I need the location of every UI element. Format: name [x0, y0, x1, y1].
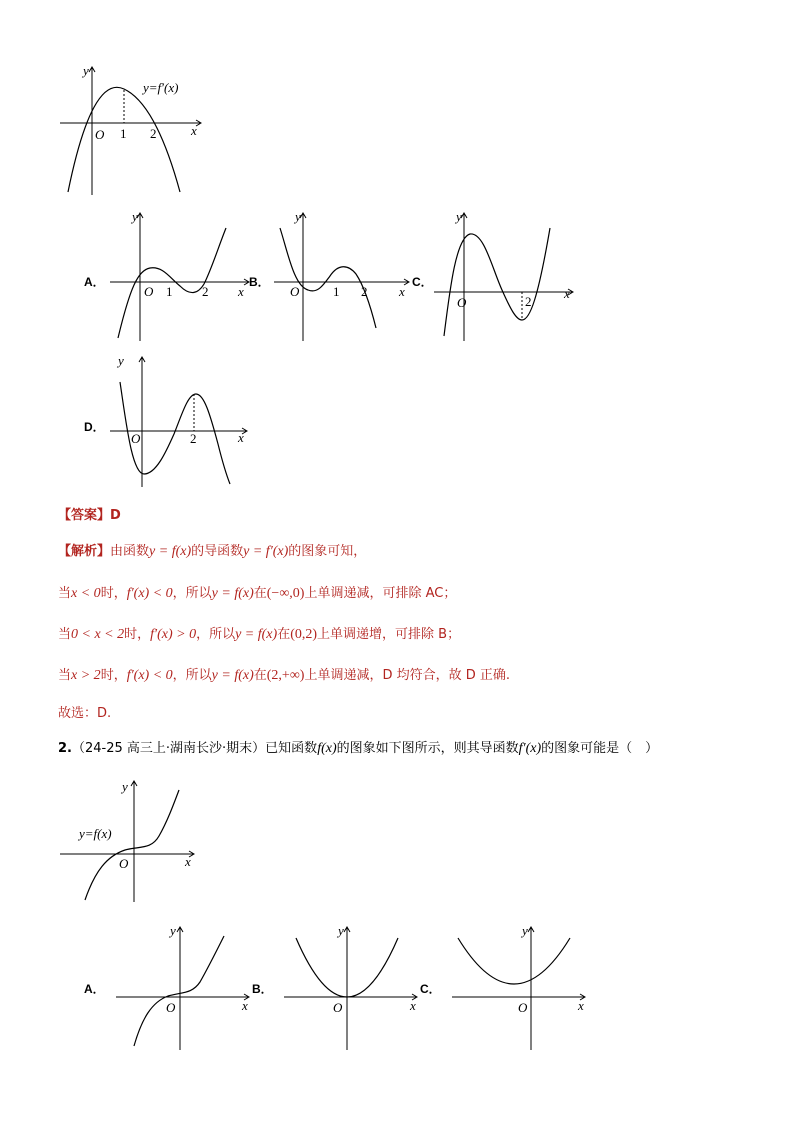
analysis-line — [58, 540, 366, 560]
l4-e2: f′(x) < 0 — [126, 668, 173, 683]
p1-main-tick2: 2 — [150, 126, 157, 141]
p1-main-tick1: 1 — [120, 126, 127, 141]
l3-t4: 在 — [277, 627, 291, 642]
p1-opt-d-t1: 2 — [190, 431, 197, 446]
p2-t1: 已知函数 — [265, 741, 318, 756]
answer-value: D — [110, 508, 121, 523]
p1-main-origin: O — [95, 127, 105, 142]
p2-main-graph — [55, 776, 205, 906]
p1-opt-a-y: y — [132, 209, 138, 224]
l4-e4: (2,+∞) — [266, 668, 305, 683]
case-0-to-2 — [58, 623, 460, 643]
p1-option-a-label[interactable]: A． — [84, 275, 105, 289]
p2-option-a-graph[interactable] — [112, 922, 257, 1052]
answer-line — [58, 504, 121, 523]
l3-e4: (0,2) — [290, 627, 318, 642]
p1-opt-c-origin: O — [457, 295, 467, 310]
l2-t3: ，所以 — [172, 586, 212, 601]
p2-main-x: x — [185, 854, 191, 869]
p1-option-b-graph[interactable] — [272, 208, 417, 343]
l2-t1: 当 — [58, 586, 72, 601]
p2-opt-a-origin: O — [166, 1000, 176, 1015]
p2-opt-c-origin: O — [518, 1000, 528, 1015]
p2-option-c-label[interactable]: C． — [420, 982, 441, 996]
l4-e3: y = f(x) — [211, 668, 254, 683]
p1-opt-c-y: y — [456, 209, 462, 224]
p1-opt-a-x: x — [238, 284, 244, 299]
l4-t5: 上单调递减，D 均符合，故 D 正确. — [304, 668, 511, 683]
p2-main-curve-label: y=f(x) — [79, 826, 112, 841]
analysis-e1: y = f(x) — [149, 544, 192, 559]
p1-opt-d-x: x — [238, 430, 244, 445]
l3-e3: y = f(x) — [235, 627, 278, 642]
p1-opt-b-t1: 1 — [333, 284, 340, 299]
p1-opt-b-origin: O — [290, 284, 300, 299]
l2-t4: 在 — [253, 586, 267, 601]
p1-main-graph — [55, 60, 215, 200]
p2-t3: 的图象可能是（ ） — [541, 741, 659, 756]
p2-main-y: y — [122, 779, 128, 794]
analysis-t3: 的图象可知， — [288, 544, 367, 559]
l2-e2: f′(x) < 0 — [126, 586, 173, 601]
l4-t3: ，所以 — [172, 668, 212, 683]
p1-opt-a-origin: O — [144, 284, 154, 299]
l4-t2: 时， — [100, 668, 127, 683]
l2-t2: 时， — [100, 586, 127, 601]
p2-opt-a-y: y — [170, 923, 176, 938]
analysis-t2: 的导函数 — [191, 544, 244, 559]
l2-e3: y = f(x) — [211, 586, 254, 601]
p1-option-d-label[interactable]: D． — [84, 420, 105, 434]
p2-opt-b-origin: O — [333, 1000, 343, 1015]
p2-option-b-graph[interactable] — [280, 922, 425, 1052]
p1-opt-a-t1: 1 — [166, 284, 173, 299]
p2-e2: f′(x) — [518, 741, 542, 756]
case-x-lt-0 — [58, 582, 456, 602]
p2-option-c-graph[interactable] — [448, 922, 593, 1052]
choose-line: 故选：D. — [58, 706, 112, 721]
l2-e4: (−∞,0) — [266, 586, 305, 601]
p2-opt-b-x: x — [410, 998, 416, 1013]
p1-main-y: y — [83, 63, 89, 78]
p1-opt-d-y: y — [118, 353, 124, 368]
l4-t4: 在 — [253, 668, 267, 683]
p1-opt-c-x: x — [564, 286, 570, 301]
p2-opt-b-y: y — [338, 923, 344, 938]
problem2-question — [58, 737, 658, 757]
l3-e2: f′(x) > 0 — [150, 627, 197, 642]
p2-opt-c-x: x — [578, 998, 584, 1013]
p1-option-d-graph[interactable] — [108, 352, 253, 492]
p2-e1: f(x) — [317, 741, 337, 756]
case-x-gt-2 — [58, 664, 510, 684]
l2-t5: 上单调递减，可排除 AC； — [304, 586, 457, 601]
p1-opt-b-y: y — [295, 209, 301, 224]
p1-opt-a-t2: 2 — [202, 284, 209, 299]
p1-option-c-label[interactable]: C． — [412, 275, 433, 289]
p2-opt-c-y: y — [522, 923, 528, 938]
l3-t2: 时， — [124, 627, 151, 642]
analysis-tag: 【解析】 — [58, 544, 111, 559]
p2-option-b-label[interactable]: B． — [252, 982, 273, 996]
analysis-t1: 由函数 — [110, 544, 150, 559]
l3-e1: 0 < x < 2 — [71, 627, 125, 642]
p2-option-a-label[interactable]: A． — [84, 982, 105, 996]
p1-option-a-graph[interactable] — [108, 208, 253, 343]
l3-t3: ，所以 — [196, 627, 236, 642]
p2-main-origin: O — [119, 856, 129, 871]
p1-opt-d-origin: O — [131, 431, 141, 446]
answer-tag: 【答案】 — [58, 508, 111, 523]
l2-e1: x < 0 — [71, 586, 101, 601]
p2-t2: 的图象如下图所示，则其导函数 — [336, 741, 519, 756]
p2-number: 2. — [58, 741, 72, 756]
p1-option-b-label[interactable]: B． — [249, 275, 270, 289]
p1-main-curve-label: y=f′(x) — [143, 80, 179, 95]
p2-source: （24-25 高三上·湖南长沙·期末） — [71, 741, 266, 756]
l4-t1: 当 — [58, 668, 72, 683]
l4-e1: x > 2 — [71, 668, 101, 683]
p1-opt-b-x: x — [399, 284, 405, 299]
analysis-e2: y = f′(x) — [243, 544, 289, 559]
p1-opt-c-t1: 2 — [525, 294, 532, 309]
l3-t5: 上单调递增，可排除 B； — [317, 627, 461, 642]
p1-opt-b-t2: 2 — [361, 284, 368, 299]
l3-t1: 当 — [58, 627, 72, 642]
p1-option-c-graph[interactable] — [432, 208, 577, 343]
p2-opt-a-x: x — [242, 998, 248, 1013]
p1-main-x: x — [191, 123, 197, 138]
